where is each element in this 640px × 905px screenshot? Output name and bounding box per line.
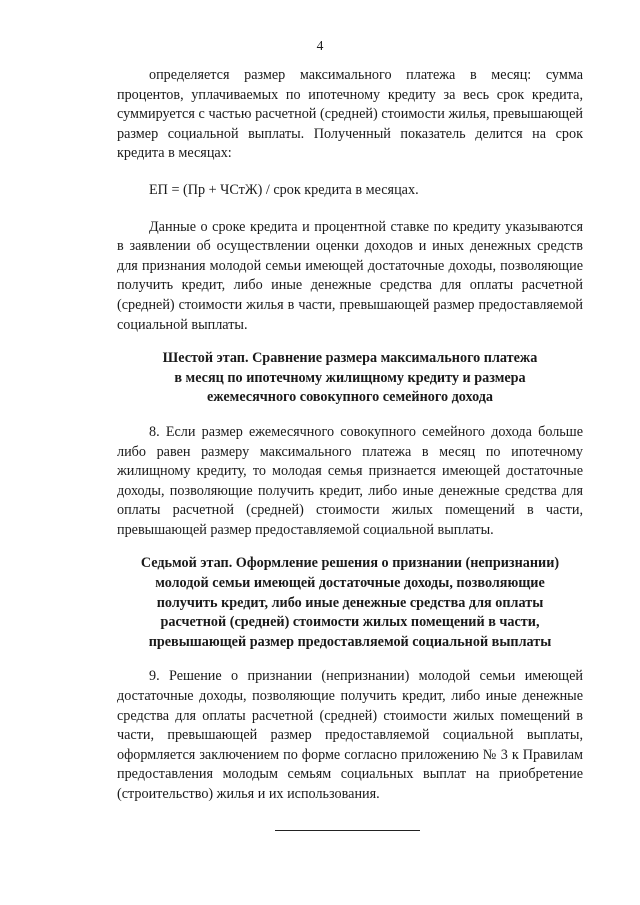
heading-stage-seven-line: молодой семьи имеющей достаточные доходы, позволяющие xyxy=(155,575,545,592)
paragraph-continuation: определяется размер максимального платежа в месяц: сумма процентов, уплачиваемых по ипотечному кредиту за весь срок кредита, суммируется с частью расчетной (средней) стоимости жилья, превышающей размер социальной выплаты. Полученный показатель делится на срок кредита в месяцах: xyxy=(117,67,583,162)
page-number: 4 xyxy=(316,38,324,53)
heading-stage-six-line: ежемесячного совокупного семейного дохода xyxy=(206,389,494,406)
footer-divider xyxy=(275,830,420,831)
page-content xyxy=(117,66,583,805)
heading-stage-six-line: в месяц по ипотечному жилищному кредиту и размера xyxy=(174,369,526,386)
heading-stage-seven xyxy=(117,554,583,652)
heading-stage-seven-line: превышающей размер предоставляемой социальной выплаты xyxy=(148,633,552,650)
heading-stage-seven-line: расчетной (средней) стоимости жилых помещений в части, xyxy=(160,614,540,631)
heading-stage-seven-line: Седьмой этап. Оформление решения о признании (непризнании) xyxy=(140,555,560,572)
heading-stage-six-line: Шестой этап. Сравнение размера максимального платежа xyxy=(162,350,538,367)
paragraph-credit-data: Данные о сроке кредита и процентной ставке по кредиту указываются в заявлении об осуществлении оценки доходов и иных денежных средств для признания молодой семьи имеющей достаточные доходы, позволяющие получить кредит, либо иные денежные средства для оплаты расчетной (средней) стоимости жилья в части, превышающей размер предоставляемой социальной выплаты. xyxy=(117,218,583,333)
heading-stage-six xyxy=(117,349,583,408)
formula: ЕП = (Пр + ЧСтЖ) / срок кредита в месяцах. xyxy=(149,181,419,198)
heading-stage-seven-line: получить кредит, либо иные денежные средства для оплаты xyxy=(156,594,544,611)
paragraph-item-8: 8. Если размер ежемесячного совокупного семейного дохода больше либо равен размеру максимального платежа в месяц по ипотечному жилищному кредиту, то молодая семья признается имеющей достаточные доходы, позволяющие получить кредит, либо иные денежные средства для оплаты расчетной (средней) стоимости жилых помещений в части, превышающей размер предоставляемой социальной выплаты. xyxy=(117,423,583,538)
paragraph-item-9: 9. Решение о признании (непризнании) молодой семьи имеющей достаточные доходы, позволяющие получить кредит, либо иные денежные средства для оплаты расчетной (средней) стоимости жилых помещений в части, превышающей размер предоставляемой социальной выплаты, оформляется заключением по форме согласно приложению № 3 к Правилам предоставления молодым семьям социальных выплат на приобретение (строительство) жилья и их использования. xyxy=(117,668,583,802)
